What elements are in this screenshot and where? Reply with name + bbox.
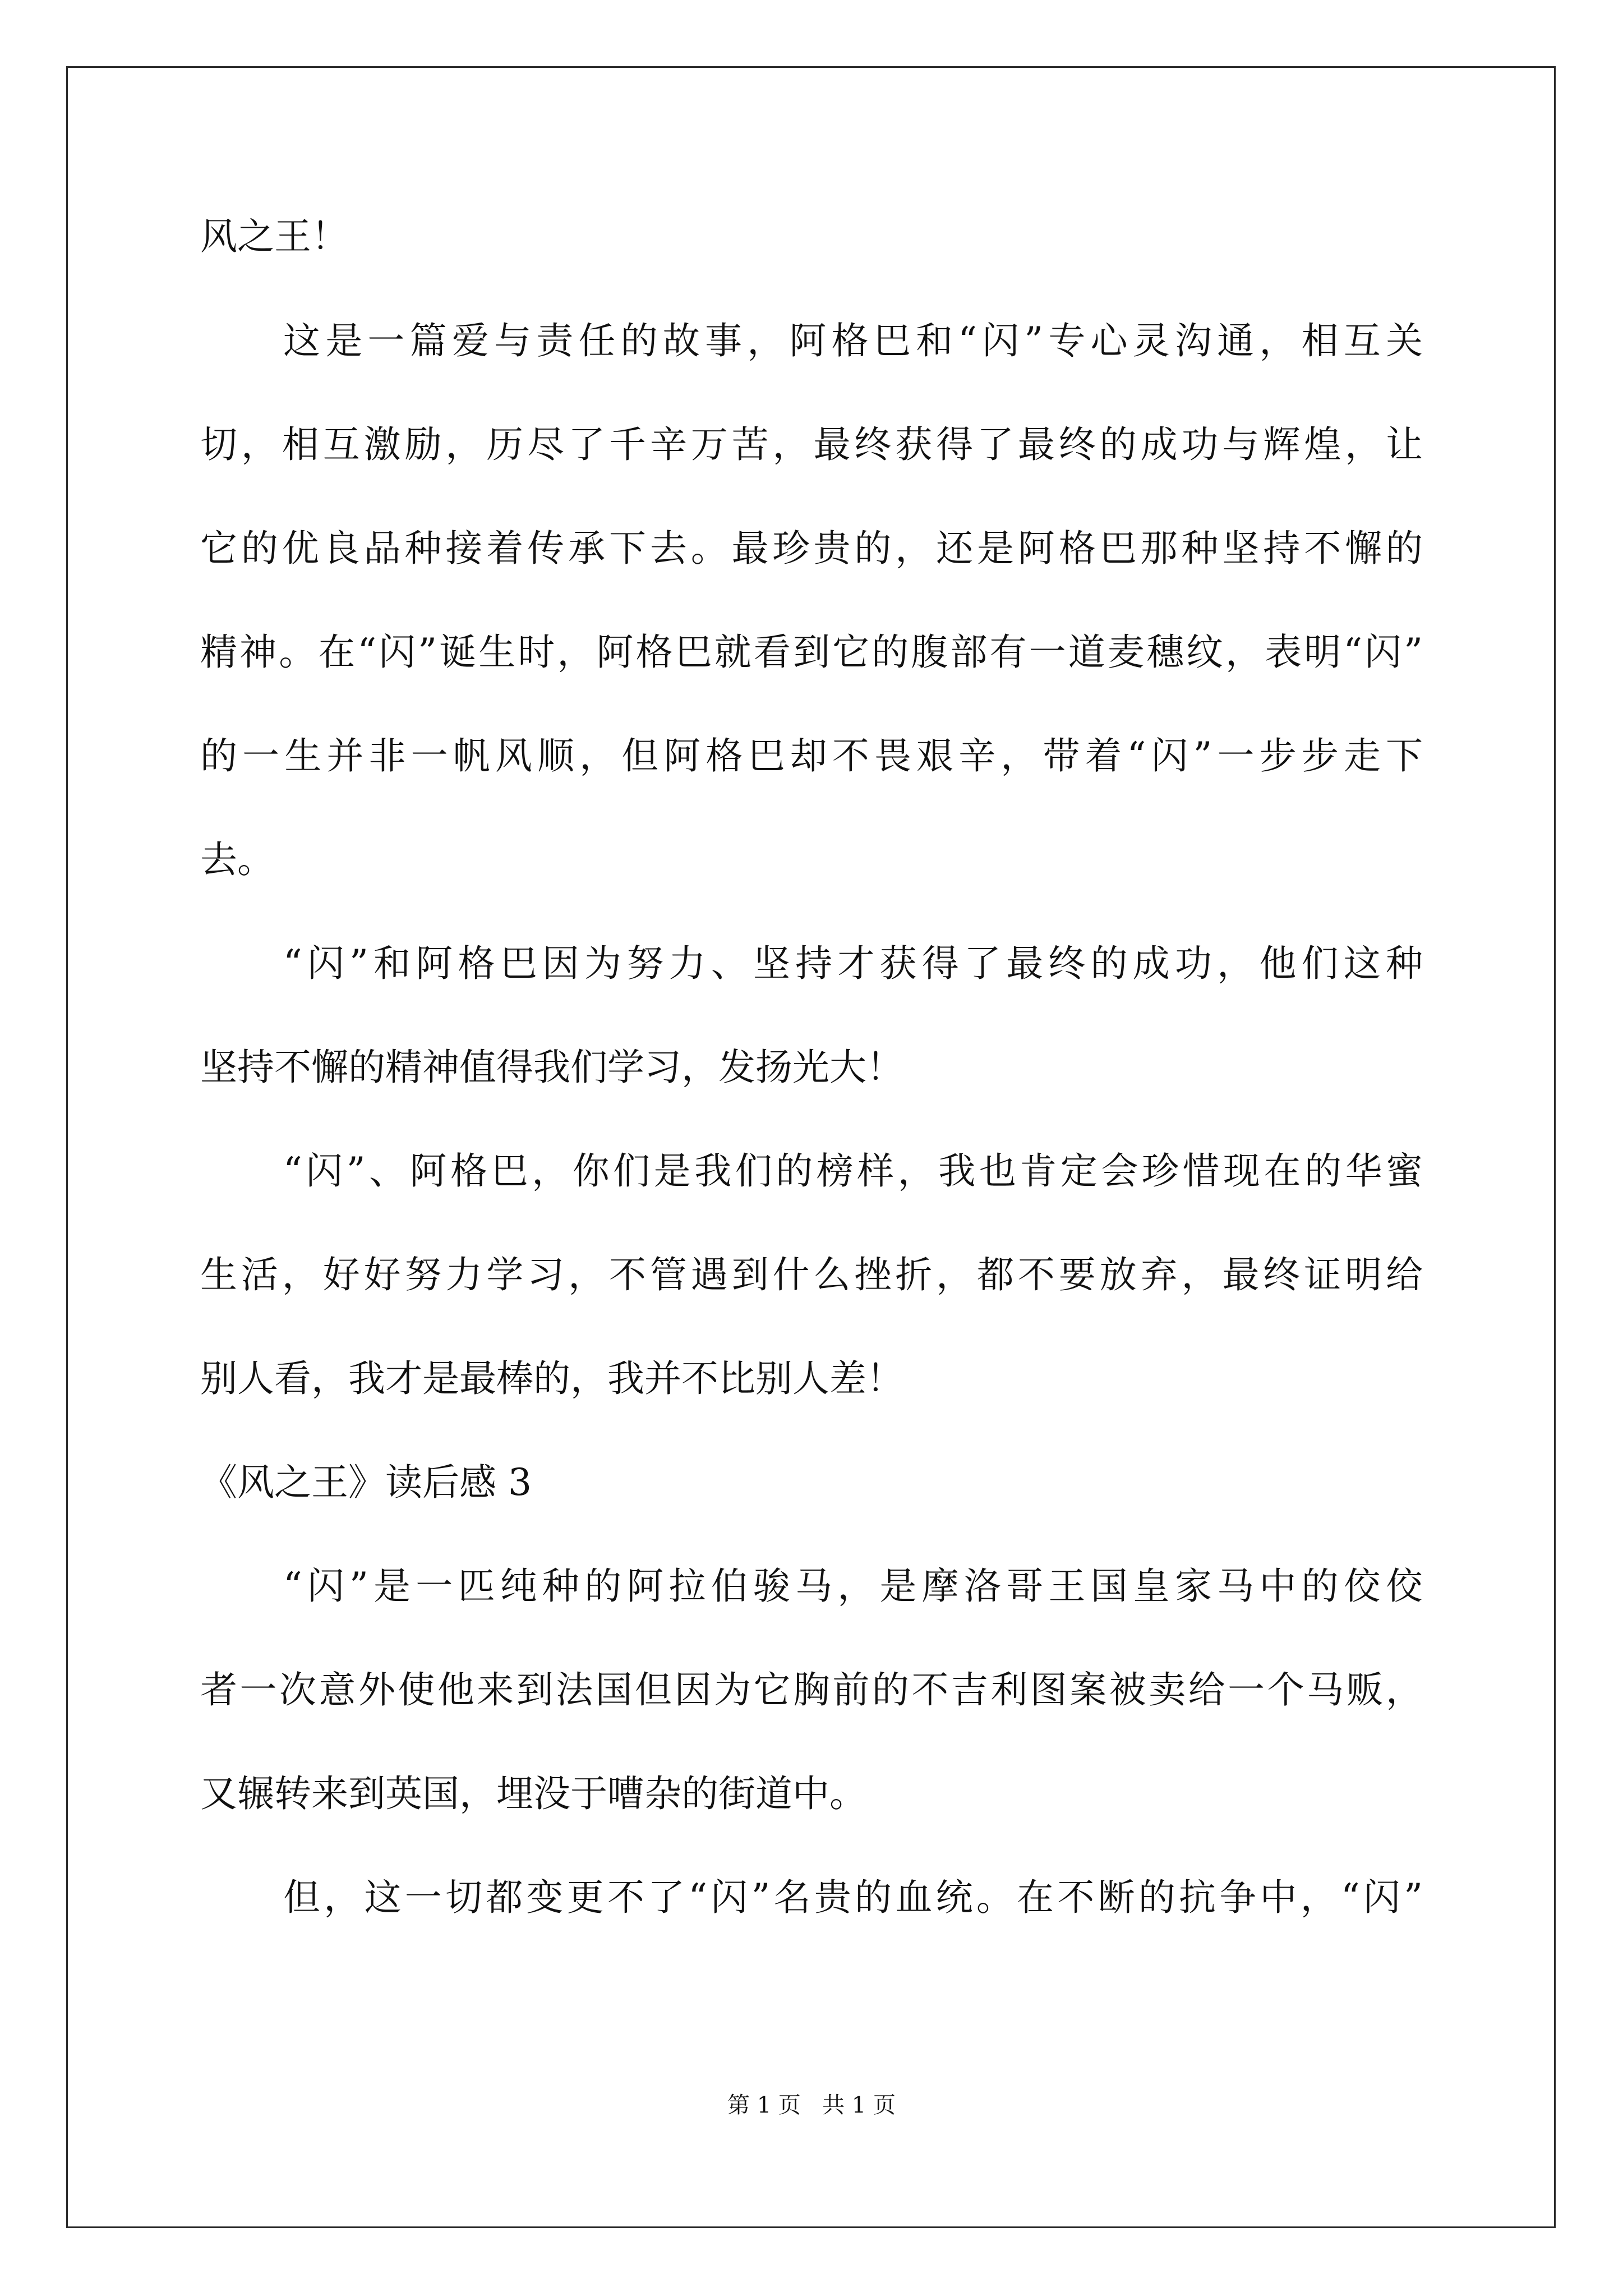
text-line: 又辗转来到英国，埋没于嘈杂的街道中。: [200, 1772, 866, 1815]
paragraph-start: “闪”、阿格巴，你们是我们的榜样，我也肯定会珍惜现在的华蜜: [283, 1149, 1423, 1193]
text-line: 它的优良品种接着传承下去。最珍贵的，还是阿格巴那种坚持不懈的: [200, 527, 1423, 570]
section-heading: 《风之王》读后感 3: [200, 1461, 532, 1504]
text-line: 精神。在“闪”诞生时，阿格巴就看到它的腹部有一道麦穗纹，表明“闪”: [200, 631, 1423, 674]
text-line: 生活，好好努力学习，不管遇到什么挫折，都不要放弃，最终证明给: [200, 1253, 1423, 1296]
text-line: 切，相互激励，历尽了千辛万苦，最终获得了最终的成功与辉煌，让: [200, 423, 1423, 466]
text-line: 风之王！: [200, 215, 348, 258]
text-line: 者一次意外使他来到法国但因为它胸前的不吉利图案被卖给一个马贩，: [200, 1668, 1423, 1711]
paragraph-start: 但，这一切都变更不了“闪”名贵的血统。在不断的抗争中，“闪”: [283, 1876, 1423, 1919]
page-footer: 第 1 页 共 1 页: [727, 2092, 896, 2118]
text-line: 坚持不懈的精神值得我们学习，发扬光大！: [200, 1046, 903, 1089]
text-line: 别人看，我才是最棒的，我并不比别人差！: [200, 1357, 903, 1400]
paragraph-start: “闪”是一匹纯种的阿拉伯骏马，是摩洛哥王国皇家马中的佼佼: [283, 1565, 1423, 1608]
text-line: 去。: [200, 838, 274, 881]
text-line: 的一生并非一帆风顺，但阿格巴却不畏艰辛，带着“闪”一步步走下: [200, 734, 1423, 777]
paragraph-start: “闪”和阿格巴因为努力、坚持才获得了最终的成功，他们这种: [283, 942, 1423, 985]
paragraph-start: 这是一篇爱与责任的故事，阿格巴和“闪”专心灵沟通，相互关: [283, 319, 1423, 362]
